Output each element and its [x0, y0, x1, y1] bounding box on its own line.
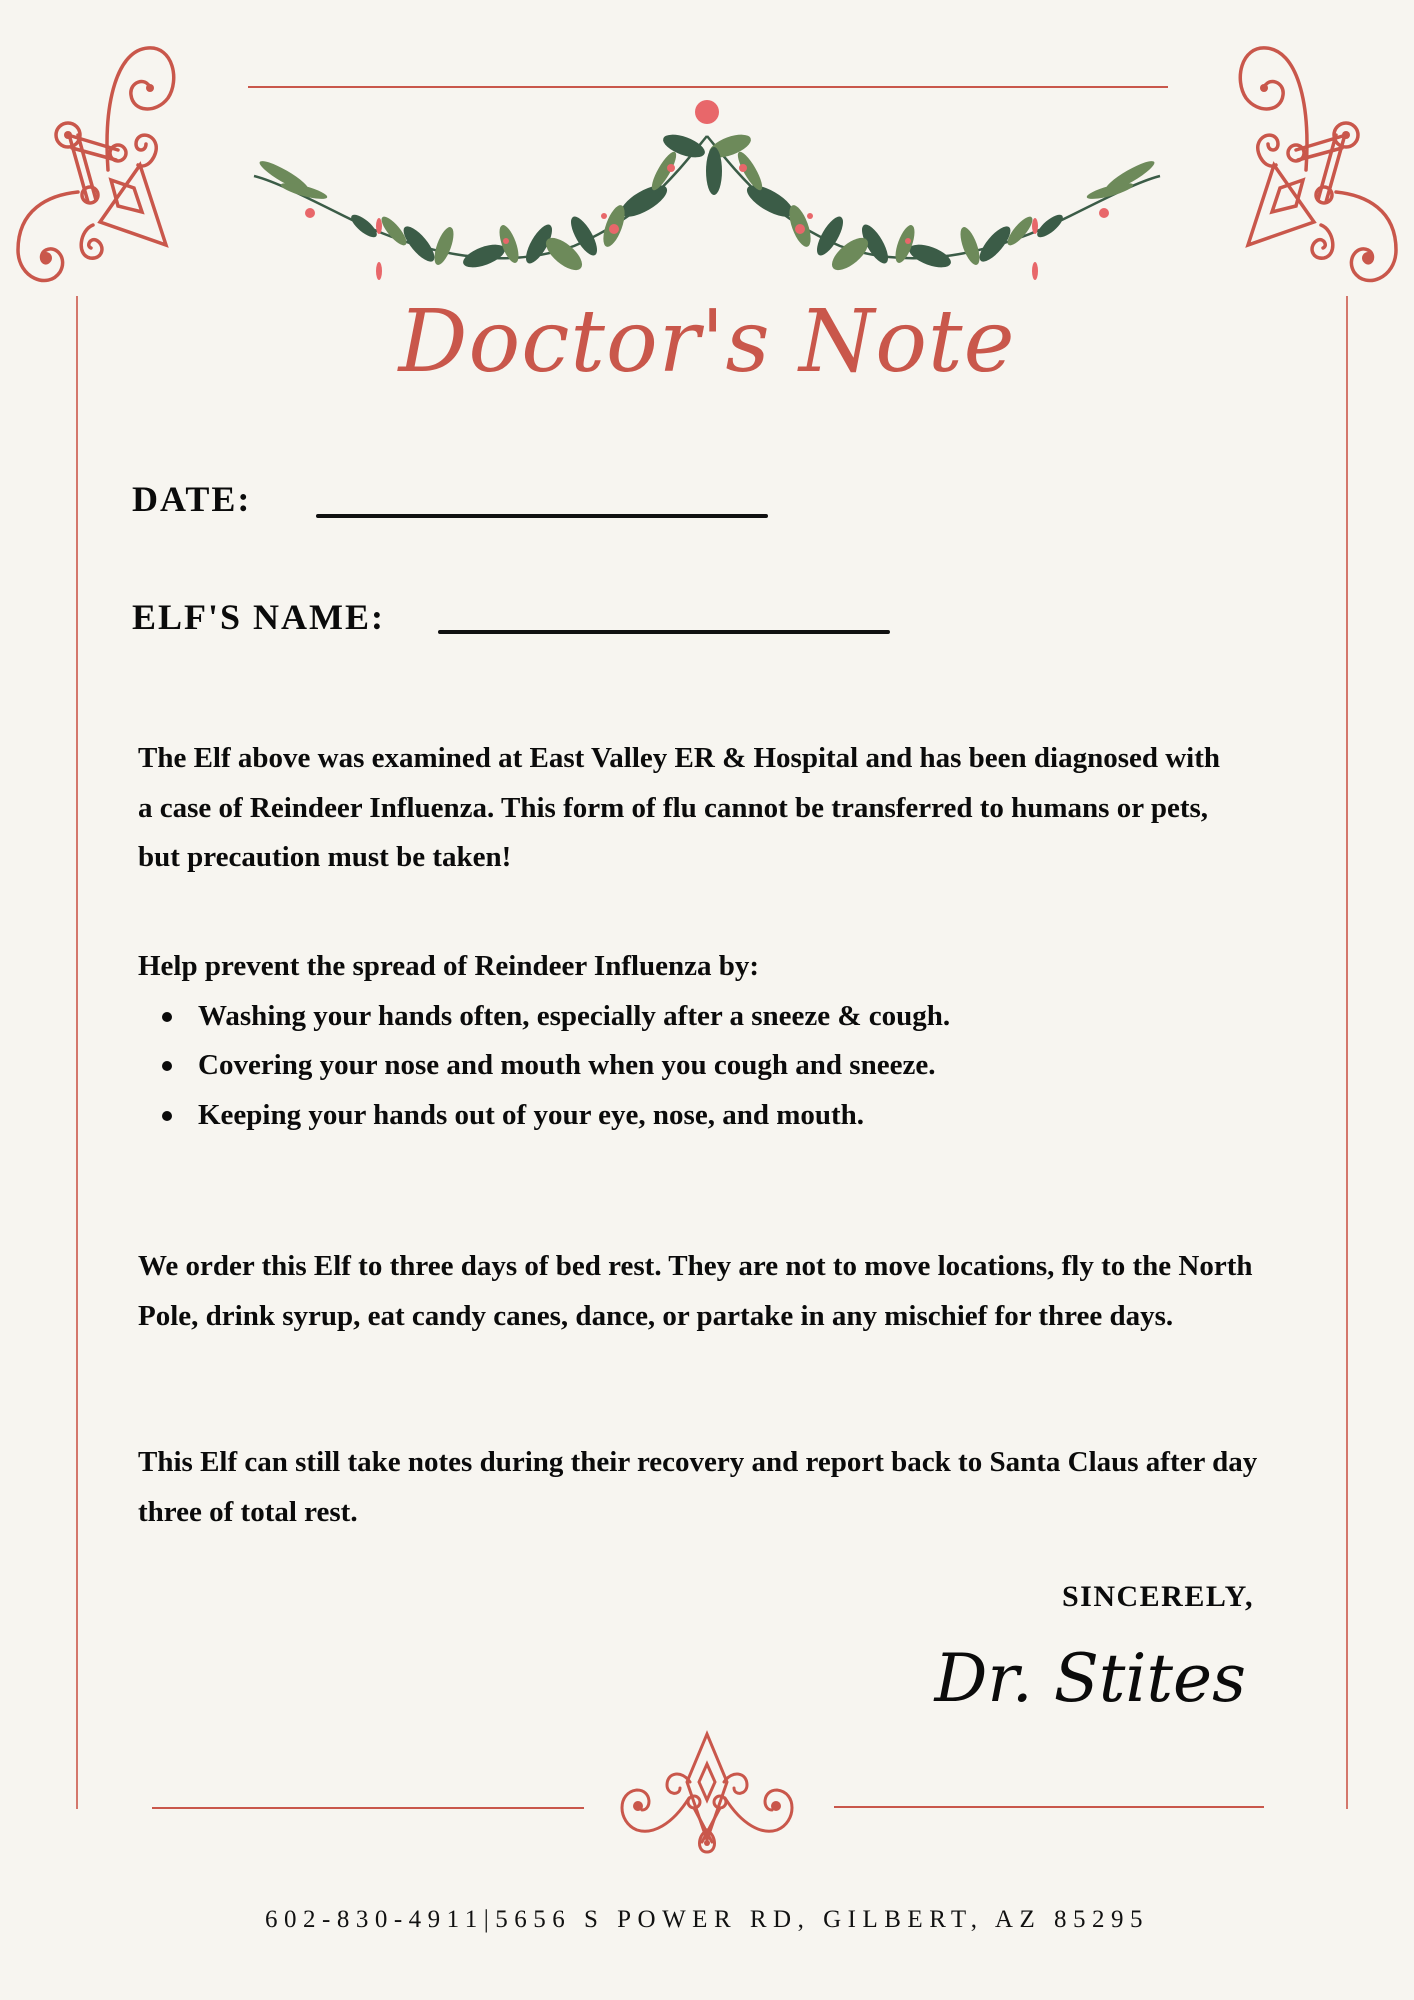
list-item: Keeping your hands out of your eye, nose, and mouth.: [138, 1091, 1268, 1141]
prevention-heading: Help prevent the spread of Reindeer Influenza by:: [138, 950, 760, 982]
order-text: We order this Elf to three days of bed rest. They are not to move locations, fly to the North Pole, drink syrup, eat candy canes, dance, or partake in any mischief for three days.: [138, 1250, 1253, 1332]
list-item: Washing your hands often, especially after a sneeze & cough.: [138, 992, 1268, 1042]
prevention-list: [138, 992, 1268, 1141]
intro-text: The Elf above was examined at East Valley ER & Hospital and has been diagnosed with a case of Reindeer Influenza. This form of flu cannot be transferred to humans or pets, but precaution must be taken!: [138, 742, 1221, 873]
notes-text: This Elf can still take notes during their recovery and report back to Santa Claus after day three of total rest.: [138, 1446, 1258, 1528]
list-item: Covering your nose and mouth when you cough and sneeze.: [138, 1041, 1268, 1091]
right-border-line: [1346, 296, 1348, 1809]
prevention-section: [138, 942, 1268, 1140]
signature: Dr. Stites: [934, 1640, 1246, 1717]
elf-name-label: ELF'S NAME:: [132, 597, 386, 637]
notes-paragraph: [138, 1438, 1278, 1537]
flourish-ornament-icon: [612, 1730, 802, 1860]
order-paragraph: [138, 1242, 1278, 1341]
bottom-border-line-right: [834, 1806, 1264, 1808]
date-label: DATE:: [132, 479, 252, 519]
left-border-line: [76, 296, 78, 1809]
holly-garland-icon: [244, 96, 1170, 286]
swirl-ornament-icon: [8, 40, 178, 290]
date-field[interactable]: [316, 514, 768, 518]
contact-footer: 602-830-4911|5656 S POWER RD, GILBERT, AZ 85295: [265, 1906, 1149, 1933]
bottom-border-line-left: [152, 1807, 584, 1809]
swirl-ornament-icon: [1236, 40, 1406, 290]
intro-paragraph: [138, 734, 1228, 883]
closing-text: SINCERELY,: [1061, 1580, 1254, 1613]
top-border-line: [248, 86, 1168, 88]
page-title: Doctor's Note: [398, 292, 1016, 392]
elf-name-field[interactable]: [438, 630, 890, 634]
